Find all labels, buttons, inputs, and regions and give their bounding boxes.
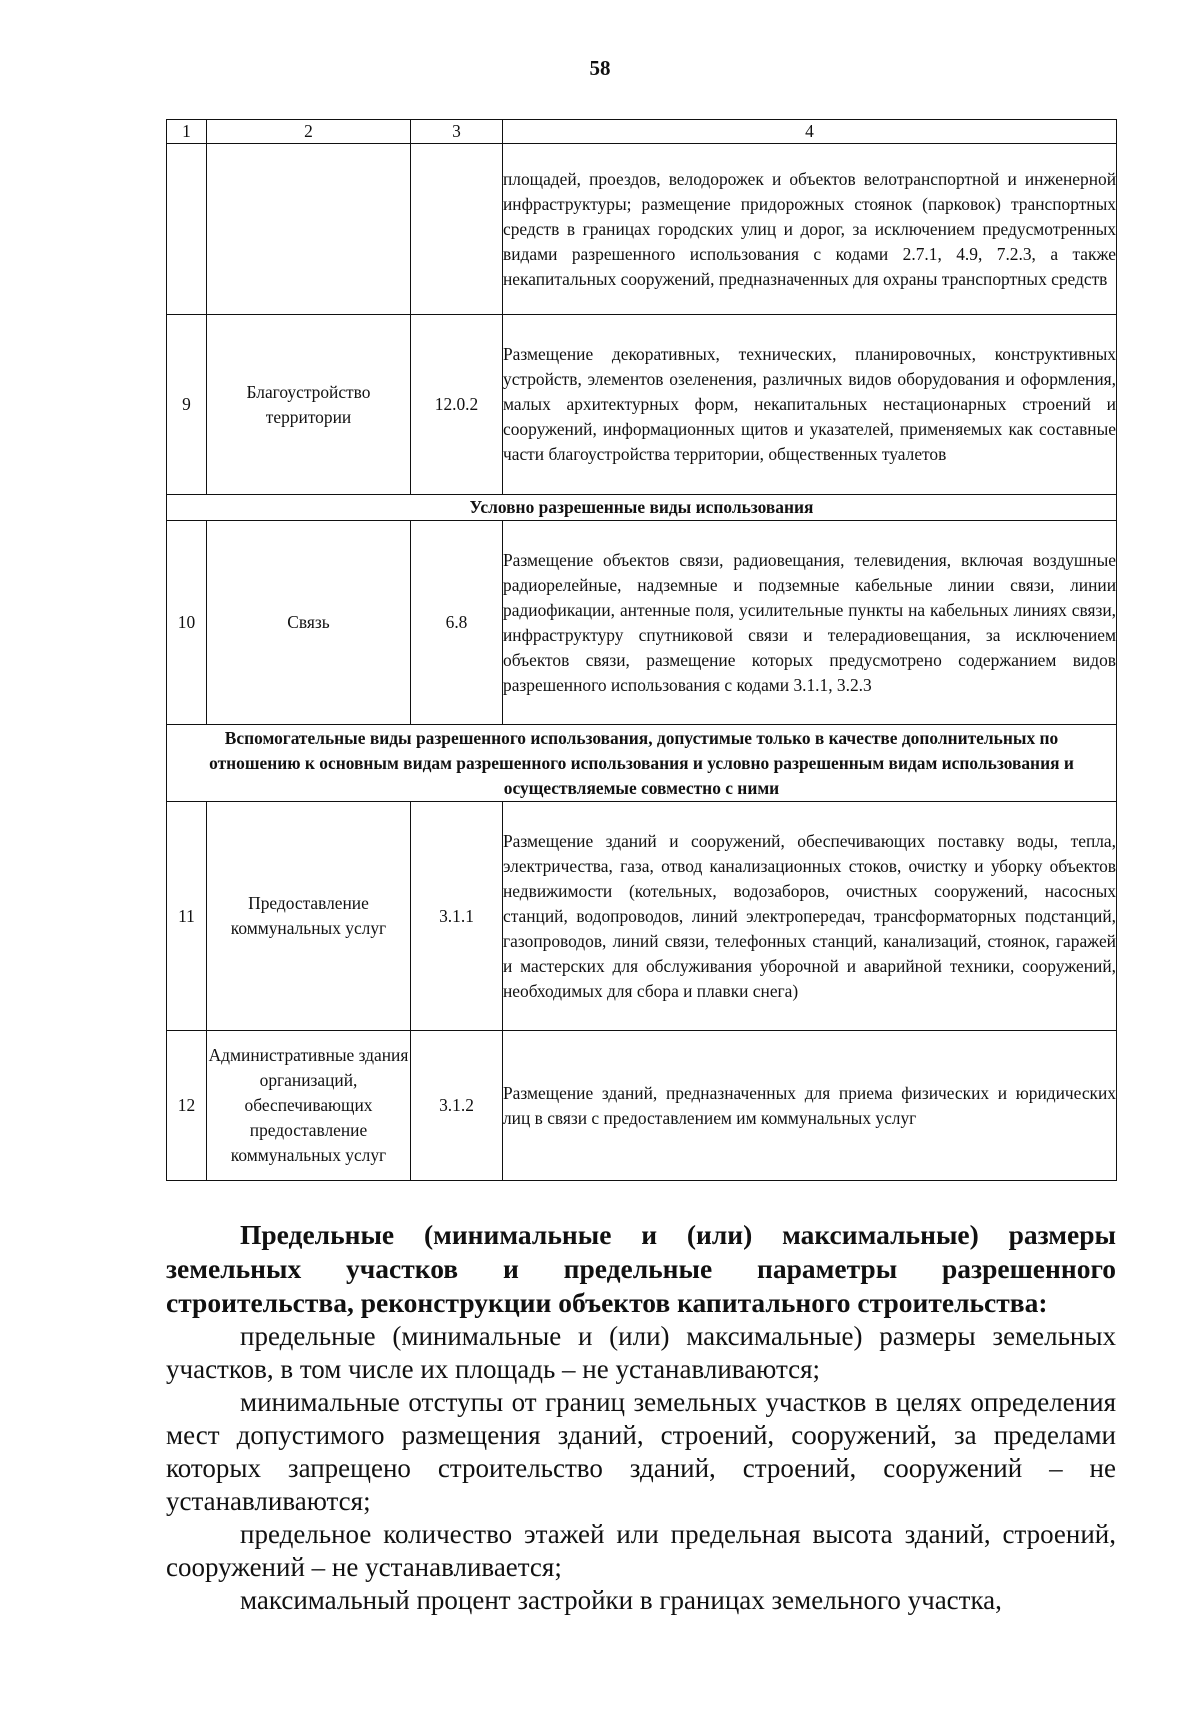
table-row: [167, 315, 1117, 495]
parameter-paragraph: предельные (минимальные и (или) максимальные) размеры земельных участков, в том числе их площадь – не устанавливаются;: [166, 1321, 1116, 1384]
section-title: Вспомогательные виды разрешенного использования, допустимые только в качестве дополнительных по отношению к основным видам разрешенного использования и условно разрешенным видам использования и осуществляемые совместно с ними: [167, 725, 1117, 802]
section-row-conditional: [167, 495, 1117, 521]
row-description-cell: площадей, проездов, велодорожек и объектов велотранспортной и инженерной инфраструктуры; размещение придорожных стоянок (парковок) транспортных средств в границах городских улиц и дорог, за исключением предусмотренных видами разрешенного использования с кодами 2.7.1, 4.9, 7.2.3, а также некапитальных сооружений, предназначенных для охраны транспортных средств: [503, 144, 1117, 315]
page-number: 58: [589, 56, 611, 80]
row-code-cell: 3.1.1: [411, 802, 503, 1031]
section-title: Условно разрешенные виды использования: [167, 495, 1117, 521]
land-use-table: [166, 119, 1117, 1181]
row-code-cell: 12.0.2: [411, 315, 503, 495]
parameter-paragraph: предельное количество этажей или предельная высота зданий, строений, сооружений – не устанавливается;: [166, 1519, 1116, 1582]
row-code-cell: 3.1.2: [411, 1031, 503, 1181]
row-name-cell: Связь: [207, 521, 411, 725]
section-row-auxiliary: [167, 725, 1117, 802]
column-header: 1: [167, 120, 207, 144]
row-name-cell: Административные здания организаций, обеспечивающих предоставление коммунальных услуг: [207, 1031, 411, 1181]
row-number-cell: 12: [167, 1031, 207, 1181]
column-header: 3: [411, 120, 503, 144]
parameters-heading: Предельные (минимальные и (или) максимальные) размеры земельных участков и предельные параметры разрешенного строительства, реконструкции объектов капитального строительства:: [166, 1219, 1116, 1318]
row-code-cell: [411, 144, 503, 315]
row-name-cell: [207, 144, 411, 315]
parameters-section: [166, 1218, 1116, 1617]
row-number-cell: 10: [167, 521, 207, 725]
row-number-cell: 11: [167, 802, 207, 1031]
row-number-cell: [167, 144, 207, 315]
row-description-cell: Размещение зданий, предназначенных для приема физических и юридических лиц в связи с предоставлением им коммунальных услуг: [503, 1031, 1117, 1181]
parameter-paragraph: минимальные отступы от границ земельных участков в целях определения мест допустимого размещения зданий, строений, сооружений, за пределами которых запрещено строительство зданий, строений, сооружений – не устанавливаются;: [166, 1387, 1116, 1516]
row-description-cell: Размещение объектов связи, радиовещания, телевидения, включая воздушные радиорелейные, надземные и подземные кабельные линии связи, линии радиофикации, антенные поля, усилительные пункты на кабельных линиях связи, инфраструктуру спутниковой связи и телерадиовещания, за исключением объектов связи, размещение которых предусмотрено содержанием видов разрешенного использования с кодами 3.1.1, 3.2.3: [503, 521, 1117, 725]
row-description-cell: Размещение декоративных, технических, планировочных, конструктивных устройств, элементов озеленения, различных видов оборудования и оформления, малых архитектурных форм, некапитальных нестационарных строений и сооружений, информационных щитов и указателей, применяемых как составные части благоустройства территории, общественных туалетов: [503, 315, 1117, 495]
table-row: [167, 144, 1117, 315]
table-header-row: [167, 120, 1117, 144]
row-name-cell: Благоустройство территории: [207, 315, 411, 495]
table-row: [167, 521, 1117, 725]
row-code-cell: 6.8: [411, 521, 503, 725]
table-row: [167, 802, 1117, 1031]
parameter-paragraph: максимальный процент застройки в границах земельного участка,: [240, 1585, 1002, 1615]
row-number-cell: 9: [167, 315, 207, 495]
column-header: 4: [503, 120, 1117, 144]
table-row: [167, 1031, 1117, 1181]
column-header: 2: [207, 120, 411, 144]
row-name-cell: Предоставление коммунальных услуг: [207, 802, 411, 1031]
row-description-cell: Размещение зданий и сооружений, обеспечивающих поставку воды, тепла, электричества, газа, отвод канализационных стоков, очистку и уборку объектов недвижимости (котельных, водозаборов, очистных сооружений, насосных станций, водопроводов, линий электропередач, трансформаторных подстанций, газопроводов, линий связи, телефонных станций, канализаций, стоянок, гаражей и мастерских для обслуживания уборочной и аварийной техники, сооружений, необходимых для сбора и плавки снега): [503, 802, 1117, 1031]
